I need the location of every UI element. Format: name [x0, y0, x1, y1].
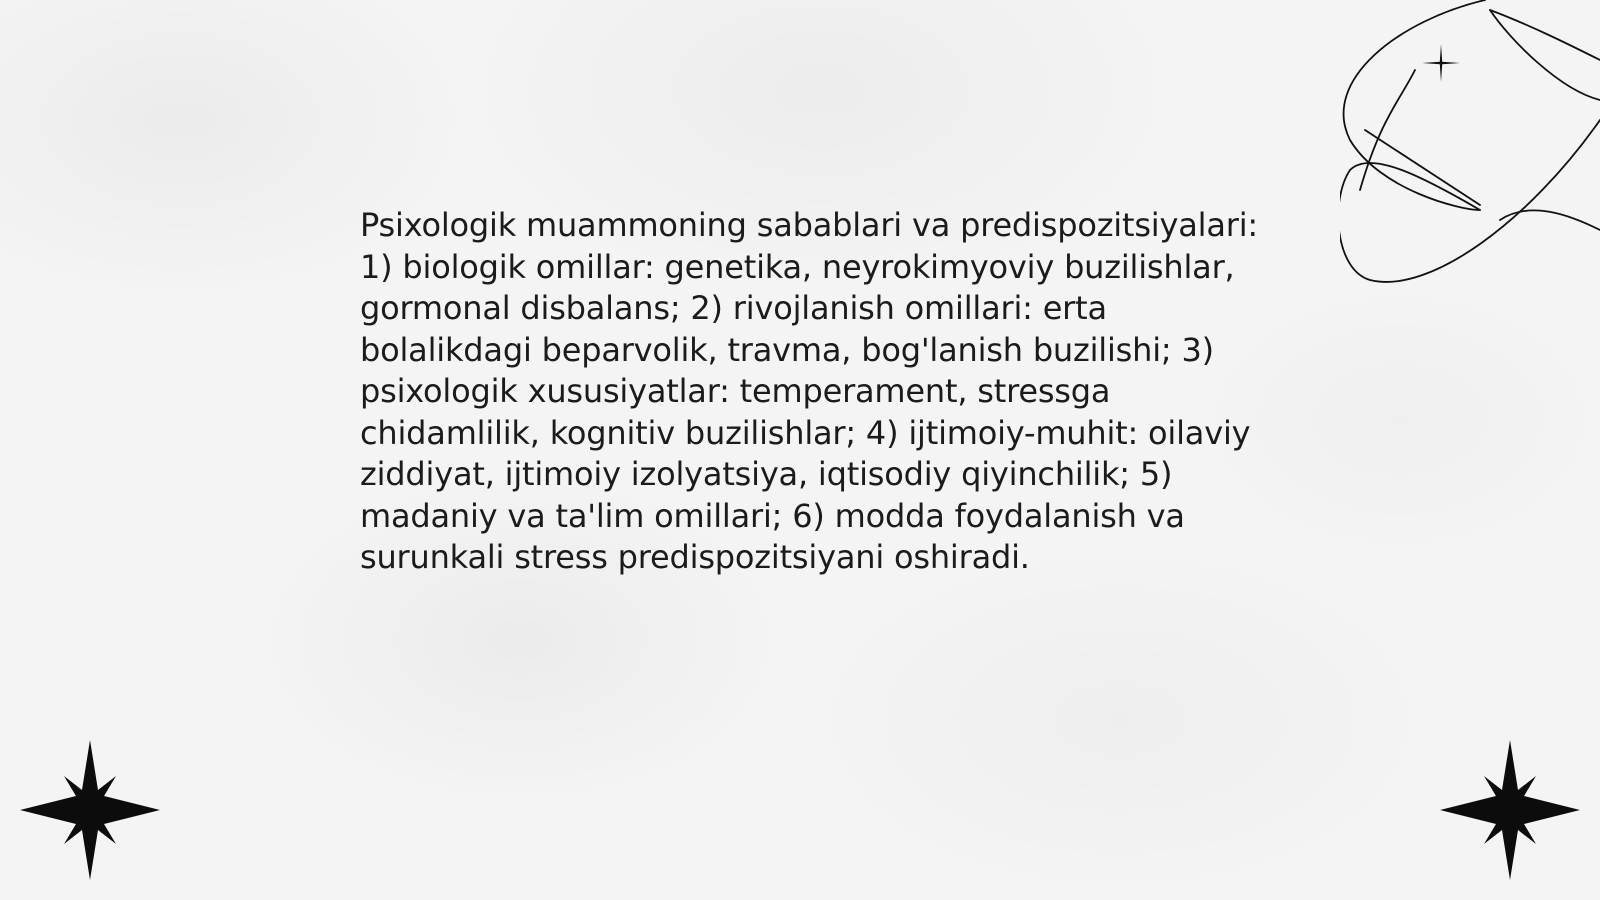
four-point-star-icon: [1440, 740, 1580, 880]
sparkle-icon: [1420, 42, 1462, 84]
slide-body-text: Psixologik muammoning sabablari va predispozitsiyalari: 1) biologik omillar: genetika, neyrokimyoviy buzilishlar, gormonal disbalans; 2) rivojlanish omillari: erta bolalikdagi beparvolik, travma, bog'lanish buzilishi; 3) psixologik xususiyatlar: temperament, stressga chidamlilik, kognitiv buzilishlar; 4) ijtimoiy-muhit: oilaviy ziddiyat, ijtimoiy izolyatsiya, iqtisodiy qiyinchilik; 5) madaniy va ta'lim omillari; 6) modda foydalanish va surunkali stress predispozitsiyani oshiradi.: [360, 206, 1258, 576]
orbit-line-icon: [1340, 0, 1600, 300]
four-point-star-icon: [20, 740, 160, 880]
